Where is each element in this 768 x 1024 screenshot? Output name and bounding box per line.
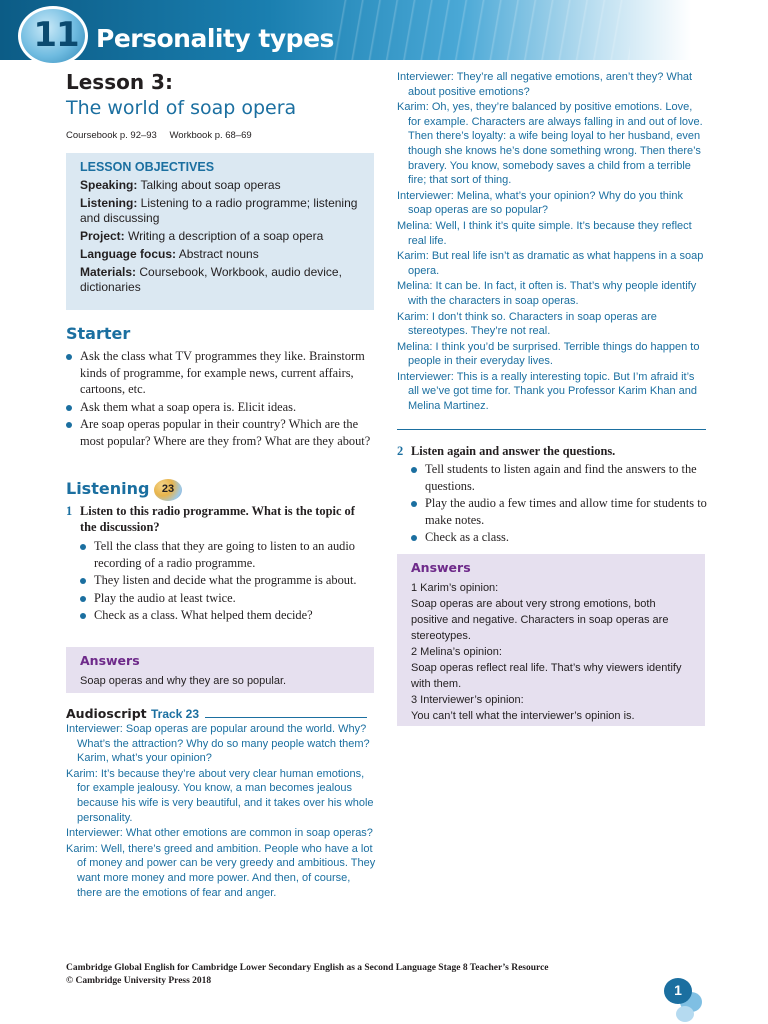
objectives-heading: LESSON OBJECTIVES	[80, 160, 215, 174]
answer-line: Soap operas are about very strong emotions, both positive and negative. Characters in soap operas are stereotypes.	[411, 598, 669, 642]
list-item: Check as a class.	[411, 529, 707, 546]
question-2	[397, 443, 707, 459]
answer-line: 1 Karim’s opinion:	[411, 582, 499, 594]
objective-text: Coursebook, Workbook, audio device, dictionaries	[80, 265, 342, 294]
objective-label: Language focus:	[80, 247, 177, 261]
question-1-steps	[80, 538, 374, 625]
page-footer	[66, 962, 549, 988]
objective-row	[80, 196, 360, 226]
list-item: Tell the class that they are going to listen to an audio recording of a radio programme.	[80, 538, 374, 571]
objective-label: Materials:	[80, 265, 137, 279]
list-item: They listen and decide what the programme is about.	[80, 572, 374, 589]
script-line: Interviewer: Melina, what’s your opinion? Why do you think soap operas are so popular?	[397, 189, 683, 217]
answers-box-2	[397, 554, 705, 726]
unit-number-badge	[18, 6, 88, 66]
objective-row	[80, 247, 360, 262]
answers-heading: Answers	[411, 560, 471, 575]
answer-line: 2 Melina’s opinion:	[411, 646, 502, 658]
objective-row	[80, 229, 360, 244]
question-text: Listen again and answer the questions.	[411, 444, 616, 458]
answer-line: Soap operas reflect real life. That’s why viewers identify with them.	[411, 662, 682, 690]
objective-label: Listening:	[80, 196, 138, 210]
starter-list	[66, 348, 374, 450]
audioscript-heading	[66, 706, 199, 721]
question-1	[66, 503, 374, 535]
script-line: Melina: Well, I think it’s quite simple. It’s because they reflect real life.	[397, 219, 692, 247]
list-item: Ask the class what TV programmes they like. Brainstorm kinds of programme, for example news, current affairs, cartoons, etc.	[66, 348, 374, 398]
audioscript-left	[66, 722, 376, 901]
lesson-title: The world of soap opera	[66, 97, 297, 119]
objective-text: Talking about soap operas	[137, 178, 281, 192]
question-number: 1	[66, 504, 73, 518]
list-item: Play the audio a few times and allow time for students to make notes.	[411, 495, 707, 528]
question-2-steps	[411, 461, 707, 547]
objective-text: Abstract nouns	[176, 247, 259, 261]
answer-text: Soap operas and why they are so popular.	[80, 675, 287, 687]
unit-number: 11	[33, 15, 79, 55]
lesson-objectives-box	[66, 153, 374, 310]
question-number: 2	[397, 444, 404, 458]
objective-label: Speaking:	[80, 178, 138, 192]
answers-box-1	[66, 647, 374, 693]
script-line: Karim: It’s because they’re about very clear human emotions, for example jealousy. You know, a man becomes jealous because his wife is very beautiful, and it takes over his whole personality.	[66, 767, 374, 824]
objective-row	[80, 178, 360, 193]
list-item: Ask them what a soap opera is. Elicit ideas.	[66, 399, 374, 416]
header-decoration	[330, 0, 630, 60]
starter-heading: Starter	[66, 324, 131, 343]
workbook-reference: Workbook p. 68–69	[169, 130, 252, 141]
divider	[205, 717, 367, 718]
audioscript-track: Track 23	[150, 707, 200, 721]
audioscript-title: Audioscript	[66, 706, 147, 721]
track-number: 23	[161, 483, 175, 495]
objective-row	[80, 265, 360, 295]
script-line: Interviewer: What other emotions are common in soap operas?	[66, 827, 373, 840]
listening-heading: Listening	[66, 479, 150, 498]
book-references	[66, 130, 252, 141]
script-line: Interviewer: This is a really interesting topic. But I’m afraid it’s all we’ve got time for. Thank you Professor Karim Khan and Melina Martinez.	[397, 370, 697, 413]
list-item: Play the audio at least twice.	[80, 590, 374, 607]
list-item: Are soap operas popular in their country? Which are the most popular? Where are they from? What are they about?	[66, 416, 374, 449]
audioscript-right	[397, 70, 707, 415]
lesson-number: Lesson 3:	[66, 70, 173, 94]
page-decoration	[676, 1006, 694, 1022]
script-line: Karim: Well, there’s greed and ambition. People who have a lot of money and power can be very greedy and ambitious. They want more money and more power. And then, of course, there are the emotions of fear and anger.	[66, 842, 376, 899]
list-item: Tell students to listen again and find the answers to the questions.	[411, 461, 707, 494]
list-item: Check as a class. What helped them decide?	[80, 607, 374, 624]
answer-line: You can’t tell what the interviewer’s opinion is.	[411, 710, 635, 722]
page-number-badge	[664, 978, 692, 1004]
divider	[397, 429, 706, 430]
script-line: Melina: It can be. In fact, it often is. That’s why people identify with the characters in soap operas.	[397, 280, 697, 307]
footer-copyright: © Cambridge University Press 2018	[66, 976, 212, 986]
script-line: Melina: I think you’d be surprised. Terrible things do happen to people in their everyday lives.	[397, 340, 700, 368]
unit-title: Personality types	[96, 24, 334, 53]
objective-text: Listening to a radio programme; listening and discussing	[80, 196, 358, 225]
answers-heading: Answers	[80, 653, 140, 668]
objective-text: Writing a description of a soap opera	[124, 229, 324, 243]
script-line: Karim: But real life isn’t as dramatic as what happens in a soap opera.	[397, 250, 704, 277]
script-line: Karim: Oh, yes, they’re balanced by positive emotions. Love, for example. Characters are always falling in and out of love. Then there’s loyalty: a wife being loyal to her husband, even though she knows he’s done something wrong. Then there’s bravery. You know, somebody saves a child from a terrible fire; that sort of thing.	[397, 101, 703, 187]
page-number: 1	[674, 982, 682, 998]
objective-label: Project:	[80, 229, 125, 243]
coursebook-reference: Coursebook p. 92–93	[66, 130, 157, 141]
footer-title: Cambridge Global English for Cambridge Lower Secondary English as a Second Language Stage 8 Teacher’s Resource	[66, 963, 549, 973]
script-line: Karim: I don’t think so. Characters in soap operas are stereotypes. They’re not real.	[397, 310, 657, 338]
answer-line: 3 Interviewer’s opinion:	[411, 694, 524, 706]
script-line: Interviewer: They’re all negative emotions, aren’t they? What about positive emotions?	[397, 71, 693, 98]
audio-track-icon	[154, 479, 182, 501]
question-text: Listen to this radio programme. What is the topic of the discussion?	[80, 504, 355, 534]
script-line: Interviewer: Soap operas are popular around the world. Why? What’s the attraction? Why do so many people watch them? Karim, what’s your opinion?	[66, 723, 370, 765]
